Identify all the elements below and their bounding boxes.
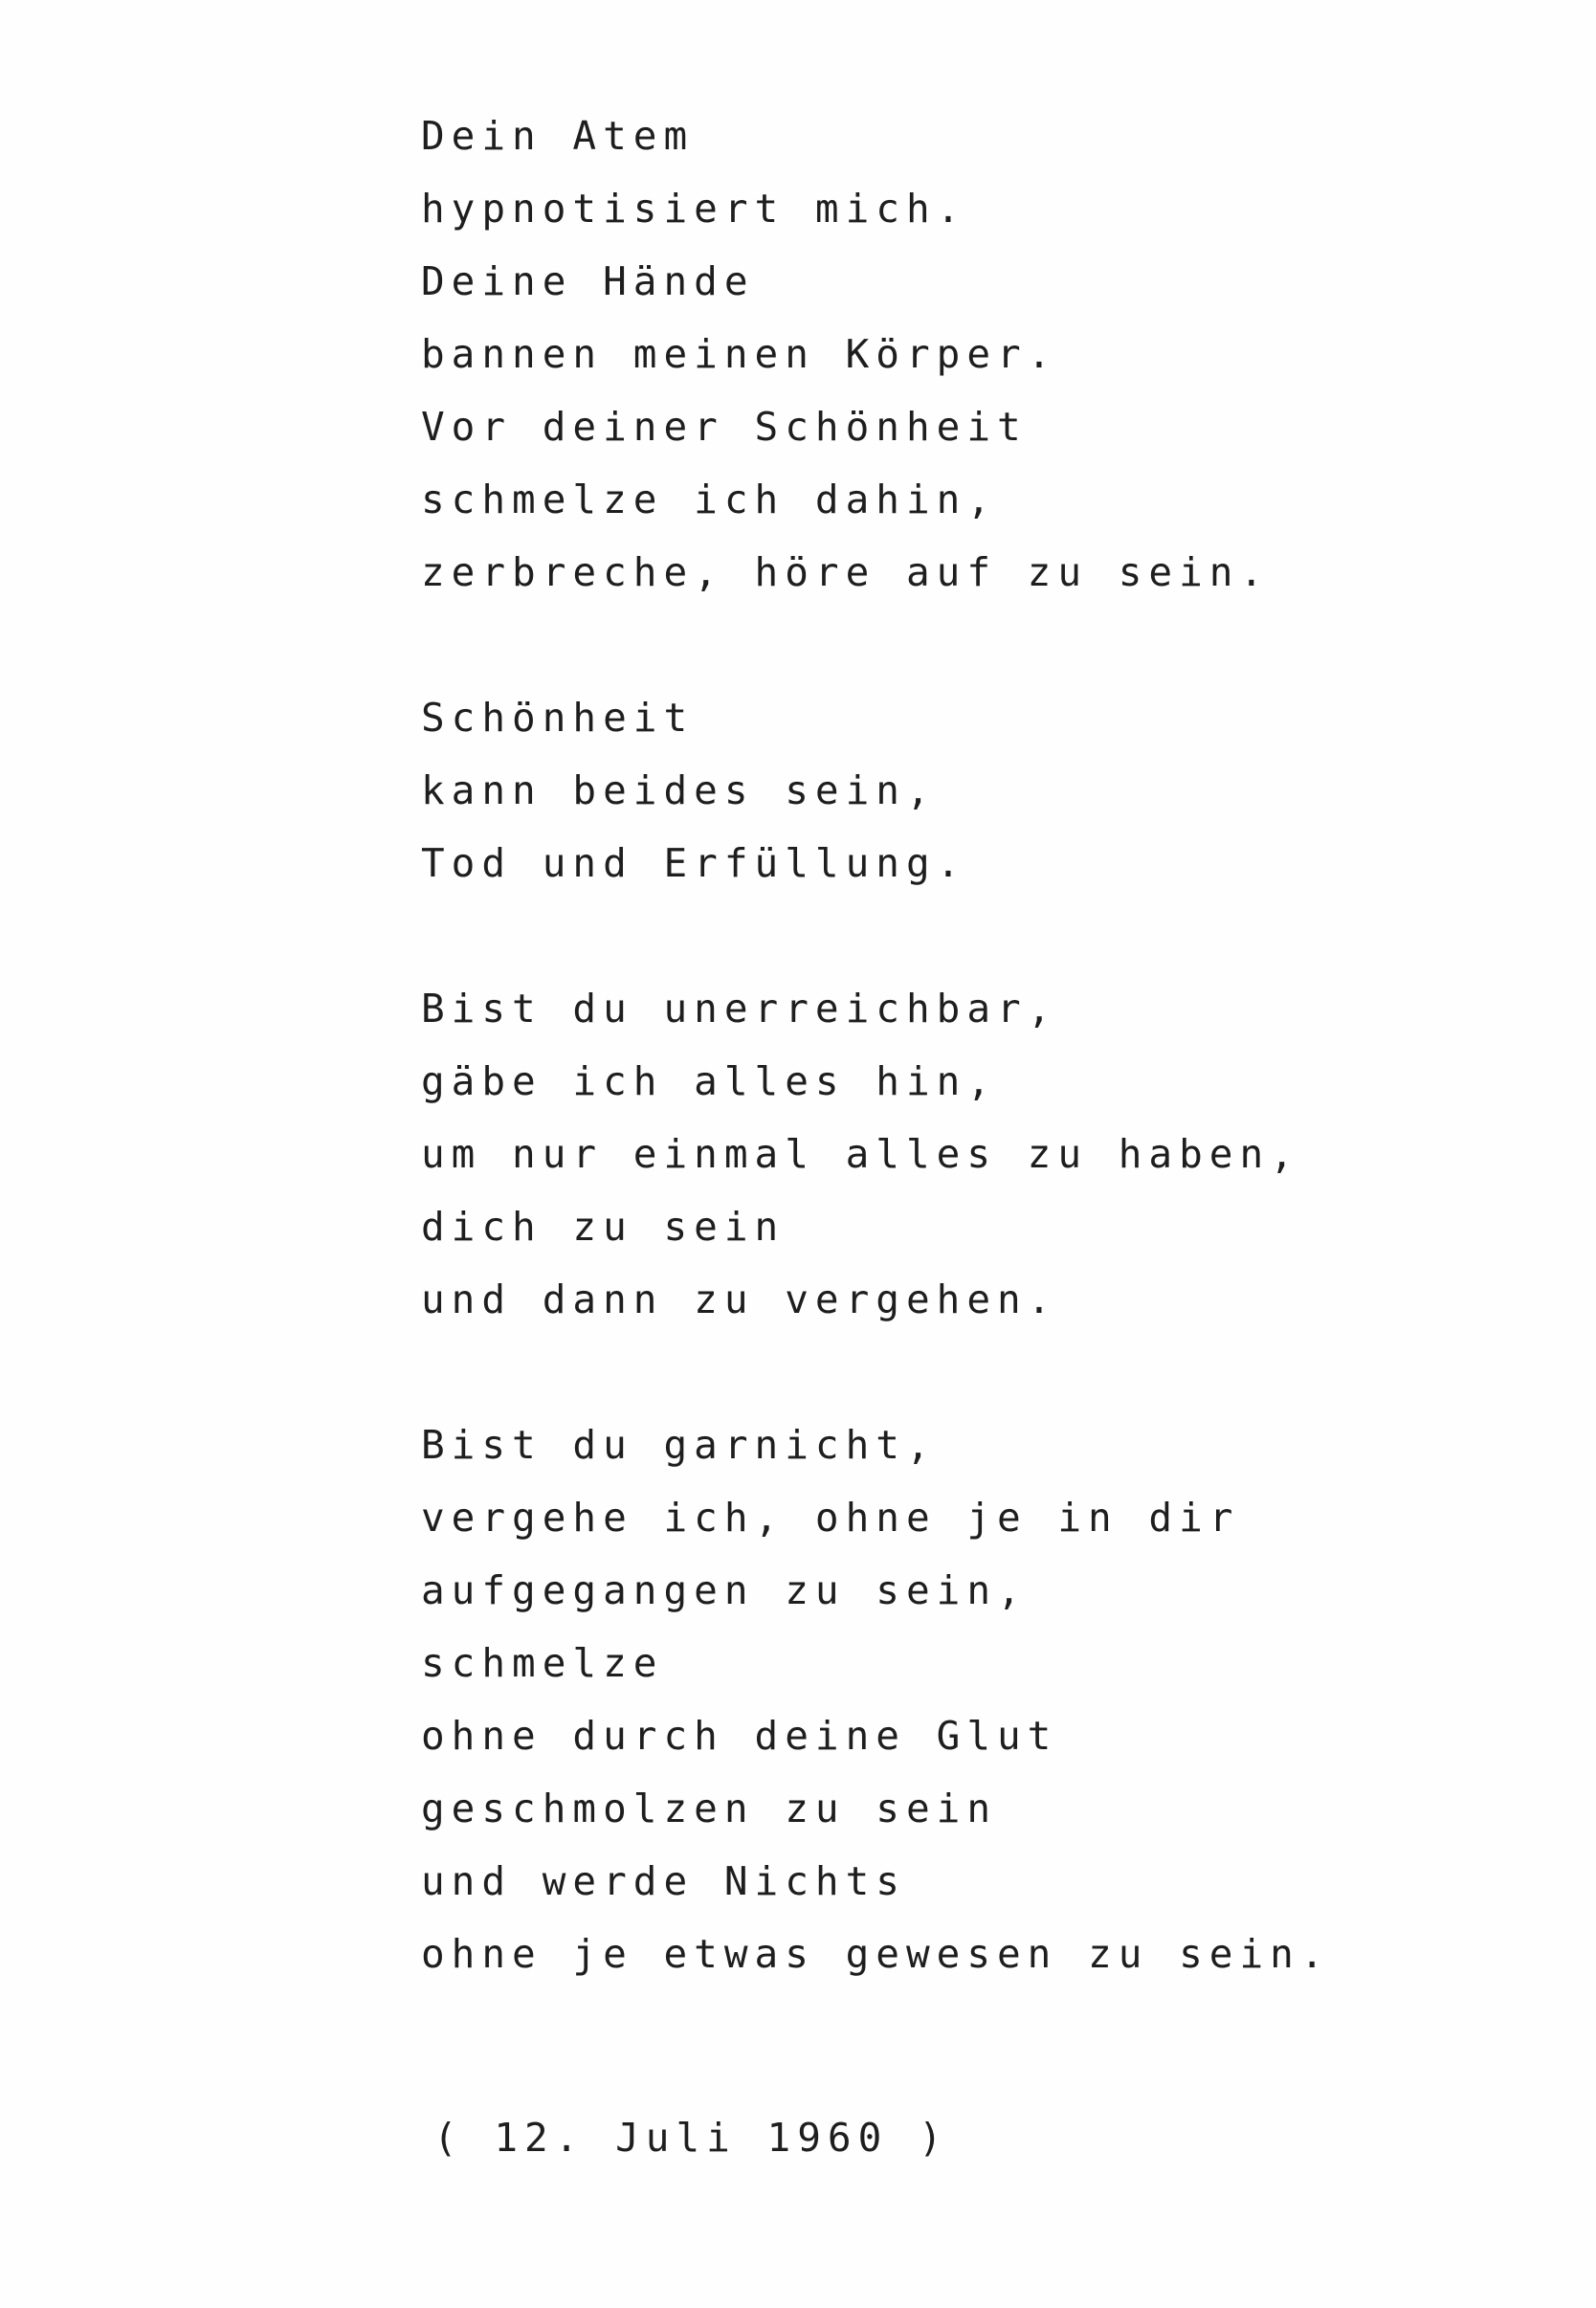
- poem-line: um nur einmal alles zu haben,: [421, 1131, 1300, 1177]
- poem-line: und werde Nichts: [421, 1858, 906, 1904]
- poem-line: geschmolzen zu sein: [421, 1786, 997, 1831]
- stanza-4: [421, 1409, 1474, 1990]
- poem-line: ohne je etwas gewesen zu sein.: [421, 1931, 1331, 1977]
- stanza-3: [421, 972, 1474, 1336]
- poem-line: vergehe ich, ohne je in dir: [421, 1495, 1240, 1541]
- poem-line: schmelze ich dahin,: [421, 477, 997, 522]
- poem-line: bannen meinen Körper.: [421, 331, 1058, 377]
- poem-line: Schönheit: [421, 695, 695, 741]
- poem-line: Vor deiner Schönheit: [421, 404, 1028, 450]
- poem-line: zerbreche, höre auf zu sein.: [421, 549, 1271, 595]
- poem-line: schmelze: [421, 1640, 664, 1686]
- poem-line: gäbe ich alles hin,: [421, 1058, 997, 1104]
- poem-date: ( 12. Juli 1960 ): [433, 2115, 949, 2161]
- poem-line: Bist du unerreichbar,: [421, 986, 1058, 1032]
- poem-line: und dann zu vergehen.: [421, 1276, 1058, 1322]
- poem-line: Dein Atem: [421, 113, 695, 159]
- stanza-2: [421, 681, 1474, 899]
- poem-line: Bist du garnicht,: [421, 1422, 937, 1468]
- poem-line: ohne durch deine Glut: [421, 1713, 1058, 1759]
- poem-body: [421, 100, 1474, 2063]
- poem-line: dich zu sein: [421, 1204, 786, 1250]
- stanza-1: [421, 100, 1474, 609]
- poem-line: kann beides sein,: [421, 767, 937, 813]
- poem-line: aufgegangen zu sein,: [421, 1567, 1028, 1613]
- poem-line: hypnotisiert mich.: [421, 186, 967, 232]
- poem-line: Tod und Erfüllung.: [421, 840, 967, 886]
- poem-line: Deine Hände: [421, 258, 755, 304]
